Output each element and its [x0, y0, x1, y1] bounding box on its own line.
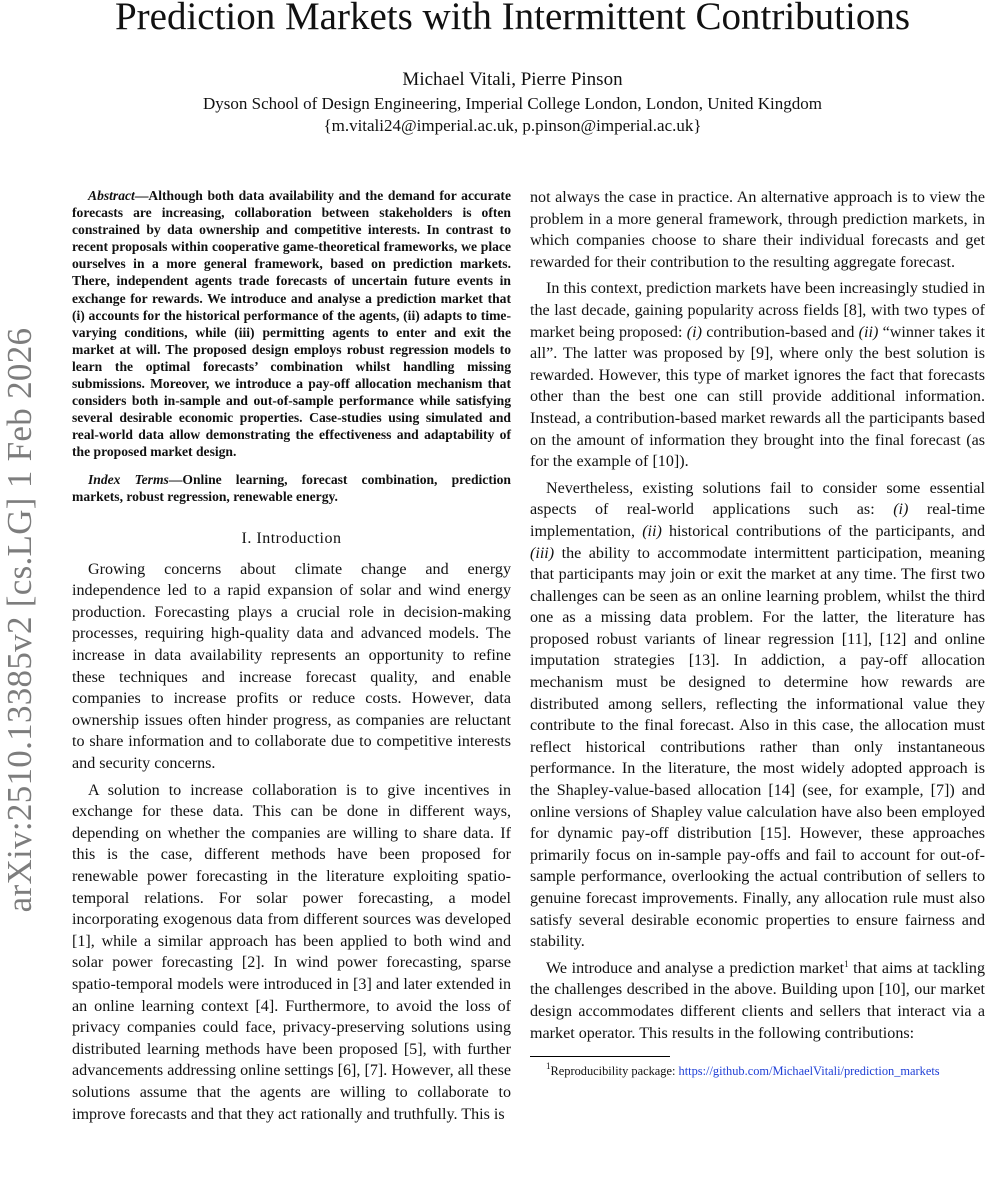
index-terms-text: —Online learning, forecast combination, prediction markets, robust regression, renewable energy. [72, 471, 511, 504]
enum-marker: (iii) [530, 544, 555, 562]
text-run: In this context, prediction markets have been increasingly studied in the last decade, gaining popularity across fields [8], with two types of market being proposed: [530, 280, 985, 341]
intro-paragraph-2-continued: not always the case in practice. An alternative approach is to view the problem in a more general framework, through prediction markets, in which companies choose to share their individual forecasts and get rewarded for their contribution to the resulting aggregate forecast. [530, 189, 985, 271]
text-run: Nevertheless, existing solutions fail to consider some essential aspects of real-world applications such as: [530, 479, 985, 519]
right-column [530, 187, 985, 1079]
author-emails: {m.vitali24@imperial.ac.uk, p.pinson@imperial.ac.uk} [323, 116, 702, 135]
abstract [72, 187, 511, 461]
index-terms-lead: Index Terms [88, 471, 169, 487]
repository-link[interactable]: https://github.com/MichaelVitali/prediction_markets [678, 1064, 940, 1079]
footnote-label: Reproducibility package: [550, 1064, 679, 1079]
intro-paragraph-1: Growing concerns about climate change and energy independence led to a rapid expansion of solar and wind energy production. Forecasting plays a crucial role in decision-making processes, requiring high-quality data and advanced models. The increase in data availability represents an opportunity to refine these techniques and increase forecast quality, and enable companies to increase profits or reduce costs. However, data ownership issues often hinder progress, as companies are reluctant to share information and to collaborate due to competitive interests and security concerns. [72, 560, 511, 773]
abstract-text: —Although both data availability and the demand for accurate forecasts are increasing, collaboration between stakeholders is often constrained by data ownership and competitive interests. In contrast to recent proposals within cooperative game-theoretical frameworks, we place ourselves in a more general framework, based on prediction markets. There, independent agents trade forecasts of uncertain future events in exchange for rewards. We introduce and analyse a prediction market that (i) accounts for the historical performance of the agents, (ii) adapts to time-varying conditions, while (iii) permitting agents to enter and exit the market at will. The proposed design employs robust regression models to learn the optimal forecasts’ combination whilst handling missing submissions. Moreover, we introduce a pay-off allocation mechanism that considers both in-sample and out-of-sample performance while satisfying several desirable economic properties. Case-studies using simulated and real-world data allow demonstrating the effectiveness and adaptability of the proposed market design. [72, 188, 511, 460]
arxiv-side-stamp [0, 300, 40, 940]
intro-paragraph-5 [530, 958, 985, 1044]
abstract-lead: Abstract [88, 188, 135, 203]
enum-marker: (i) [893, 501, 909, 519]
intro-paragraph-4 [530, 478, 985, 953]
text-run: historical contributions of the participants, and [661, 522, 985, 540]
text-run: We introduce and analyse a prediction market [546, 959, 845, 977]
affiliation: Dyson School of Design Engineering, Imperial College London, London, United Kingdom [203, 94, 822, 113]
author-list: Michael Vitali, Pierre Pinson [402, 69, 623, 90]
footnote-divider [530, 1056, 670, 1057]
intro-paragraph-3 [530, 278, 985, 472]
footnote-ref[interactable]: 1 [844, 958, 849, 969]
text-run: the ability to accommodate intermittent participation, meaning that participants may join or exit the market at any time. The first two challenges can be seen as an online learning problem, whilst the third one as a missing data problem. For the latter, the literature has proposed robust variants of linear regression [11], [12] and online imputation strategies [13]. In addiction, a pay-off allocation mechanism must be designed to determine how rewards are distributed among sellers, reflecting the informational value they contribute to the final forecast. Also in this case, the allocation must reflect historical contributions rather than only instantaneous performance. In the literature, the most widely adopted approach is the Shapley-value-based allocation [14] (see, for example, [7]) and online versions of Shapley value calculation have also been employed for dynamic pay-off distribution [15]. However, these approaches primarily focus on in-sample pay-offs and fail to account for out-of-sample performance, overlooking the actual contribution of sellers to genuine forecast improvements. Finally, any allocation rule must also satisfy several desirable economic properties to ensure fairness and stability. [530, 544, 985, 951]
text-run: “winner takes it all”. The latter was proposed by [9], where only the best solution is rewarded. However, this type of market ignores the fact that forecasts other than the best one can still provide additional information. Instead, a contribution-based market rewards all the participants based on the amount of information they brought into the final forecast (as for the example of [10]). [530, 323, 985, 471]
index-terms [72, 471, 511, 505]
footnote [530, 1063, 985, 1079]
section-heading-introduction: I. Introduction [241, 529, 342, 547]
intro-paragraph-2: A solution to increase collaboration is to give incentives in exchange for these data. This can be done in different ways, depending on whether the companies are willing to share data. If this is the case, different methods have been proposed for renewable power forecasting in the literature exploiting spatio-temporal relations. For solar power forecasting, a model incorporating exogenous data from different sources was developed [1], while a similar approach has been applied to both wind and solar power forecasting [2]. In wind power forecasting, sparse spatio-temporal models were introduced in [3] and later extended in an online learning context [4]. Furthermore, to avoid the loss of privacy companies could face, privacy-preserving solutions using distributed learning methods have been proposed [5], with further advancements addressing online settings [6], [7]. However, all these solutions assume that the agents are willing to collaborate to improve forecasts and that they act rationally and truthfully. This is [72, 781, 511, 1123]
arxiv-identifier: arXiv:2510.13385v2 [cs.LG] 1 Feb 2026 [0, 327, 39, 913]
text-run: real-time implementation, [530, 501, 985, 540]
paper-title: Prediction Markets with Intermittent Contributions [114, 0, 911, 38]
enum-marker: (ii) [858, 323, 879, 341]
text-run: contribution-based and [701, 323, 859, 341]
footnote-mark: 1 [546, 1061, 551, 1072]
text-run: that aims at tackling the challenges described in the above. Building upon [10], our market design accommodates different clients and sellers that interact via a market operator. This results in the following contributions: [530, 959, 985, 1042]
enum-marker: (i) [686, 323, 702, 341]
left-column [72, 187, 511, 1130]
enum-marker: (ii) [642, 522, 662, 540]
